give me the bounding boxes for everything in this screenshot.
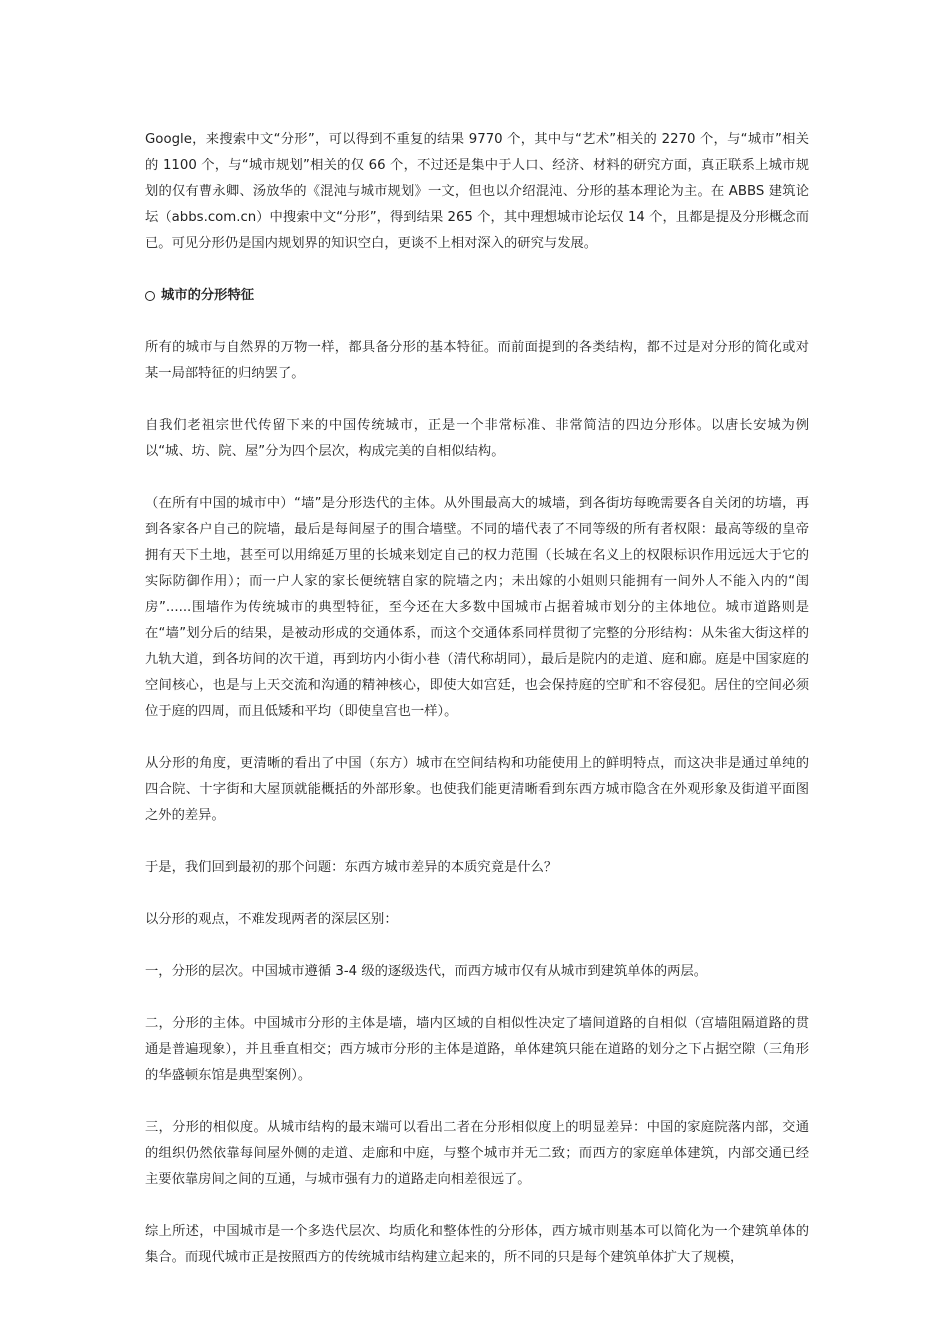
paragraph-fractal-features: 所有的城市与自然界的万物一样，都具备分形的基本特征。而前面提到的各类结构，都不过是对分形的简化或对某一局部特征的归纳罢了。: [145, 340, 809, 381]
paragraph-point-one: 一，分形的层次。中国城市遵循 3-4 级的逐级迭代，而西方城市仅有从城市到建筑单体的两层。: [145, 964, 708, 979]
paragraph-question: 于是，我们回到最初的那个问题：东西方城市差异的本质究竟是什么？: [145, 860, 558, 875]
paragraph-summary: 综上所述，中国城市是一个多迭代层次、均质化和整体性的分形体，西方城市则基本可以简化为一个建筑单体的集合。而现代城市正是按照西方的传统城市结构建立起来的，所不同的只是每个建筑单体扩大了规模，: [145, 1224, 809, 1265]
paragraph-search-results: Google，来搜索中文“分形”，可以得到不重复的结果 9770 个，其中与“艺术”相关的 2270 个，与“城市”相关的 1100 个，与“城市规划”相关的仅 66 个，不过还是集中于人口、经济、材料的研究方面，真正联系上城市规划的仅有曹永卿、汤放华的《混沌与城市规划》一文，但也以介绍混沌、分形的基本理论为主。在 ABBS 建筑论坛（abbs.com.cn）中搜索中文“分形”，得到结果 265 个，其中理想城市论坛仅 14 个，且都是提及分形概念而已。可见分形仍是国内规划界的知识空白，更谈不上相对深入的研究与发展。: [145, 132, 809, 251]
paragraph-fractal-angle: 从分形的角度，更清晰的看出了中国（东方）城市在空间结构和功能使用上的鲜明特点，而这决非是通过单纯的四合院、十字街和大屋顶就能概括的外部形象。也使我们能更清晰看到东西方城市隐含在外观形象及街道平面图之外的差异。: [145, 756, 809, 823]
section-heading-text: 城市的分形特征: [161, 288, 255, 303]
paragraph-point-three: 三，分形的相似度。从城市结构的最末端可以看出二者在分形相似度上的明显差异：中国的家庭院落内部，交通的组织仍然依靠每间屋外侧的走道、走廊和中庭，与整个城市并无二致；而西方的家庭单体建筑，内部交通已经主要依靠房间之间的互通，与城市强有力的道路走向相差很远了。: [145, 1120, 809, 1187]
document-body: [145, 127, 809, 1271]
circle-bullet-icon: [145, 291, 155, 301]
paragraph-wall: （在所有中国的城市中）“墙”是分形迭代的主体。从外围最高大的城墙，到各街坊每晚需要各自关闭的坊墙，再到各家各户自己的院墙，最后是每间屋子的围合墙壁。不同的墙代表了不同等级的所有者权限：最高等级的皇帝拥有天下土地，甚至可以用绵延万里的长城来划定自己的权力范围（长城在名义上的权限标识作用远远大于它的实际防御作用）；而一户人家的家长便统辖自家的院墙之内；未出嫁的小姐则只能拥有一间外人不能入内的“闺房”......围墙作为传统城市的典型特征，至今还在大多数中国城市占据着城市划分的主体地位。城市道路则是在“墙”划分后的结果，是被动形成的交通体系，而这个交通体系同样贯彻了完整的分形结构：从朱雀大街这样的九轨大道，到各坊间的次干道，再到坊内小街小巷（清代称胡同），最后是院内的走道、庭和廊。庭是中国家庭的空间核心，也是与上天交流和沟通的精神核心，即使大如宫廷，也会保持庭的空旷和不容侵犯。居住的空间必须位于庭的四周，而且低矮和平均（即使皇宫也一样）。: [145, 496, 809, 719]
paragraph-chang-an: 自我们老祖宗世代传留下来的中国传统城市，正是一个非常标准、非常简洁的四边分形体。以唐长安城为例以“城、坊、院、屋”分为四个层次，构成完美的自相似结构。: [145, 418, 809, 459]
section-heading: [145, 283, 809, 309]
paragraph-point-two: 二，分形的主体。中国城市分形的主体是墙，墙内区域的自相似性决定了墙间道路的自相似（宫墙阻隔道路的贯通是普遍现象），并且垂直相交；西方城市分形的主体是道路，单体建筑只能在道路的划分之下占据空隙（三角形的华盛顿东馆是典型案例）。: [145, 1016, 809, 1083]
paragraph-viewpoint: 以分形的观点，不难发现两者的深层区别：: [145, 912, 398, 927]
